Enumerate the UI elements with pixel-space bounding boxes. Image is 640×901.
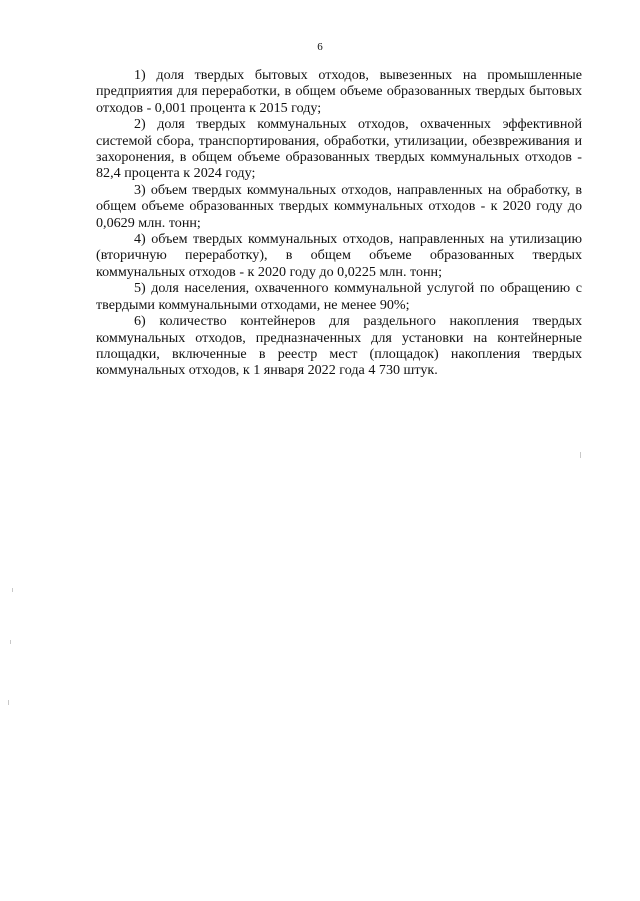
document-body [96, 67, 582, 379]
scan-artifact [10, 640, 11, 644]
list-item-5: 5) доля населения, охваченного коммунальной услугой по обращению с твердыми коммунальными отходами, не менее 90%; [96, 280, 582, 313]
scan-artifact [12, 588, 13, 592]
scan-artifact [580, 452, 581, 458]
list-item-6: 6) количество контейнеров для раздельного накопления твердых коммунальных отходов, предназначенных для установки на контейнерные площадки, включенные в реестр мест (площадок) накопления твердых коммунальных отходов, к 1 января 2022 года 4 730 штук. [96, 313, 582, 379]
page-number: 6 [317, 41, 323, 53]
list-item-3: 3) объем твердых коммунальных отходов, направленных на обработку, в общем объеме образованных твердых коммунальных отходов - к 2020 году до 0,0629 млн. тонн; [96, 181, 582, 231]
list-item-4: 4) объем твердых коммунальных отходов, направленных на утилизацию (вторичную переработку), в общем объеме образованных твердых коммунальных отходов - к 2020 году до 0,0225 млн. тонн; [96, 231, 582, 280]
scan-artifact [8, 700, 9, 705]
list-item-1: 1) доля твердых бытовых отходов, вывезенных на промышленные предприятия для переработки, в общем объеме образованных твердых бытовых отходов - 0,001 процента к 2015 году; [96, 67, 582, 116]
list-item-2: 2) доля твердых коммунальных отходов, охваченных эффективной системой сбора, транспортирования, обработки, утилизации, обезвреживания и захоронения, в общем объеме образованных твердых коммунальных отходов - 82,4 процента к 2024 году; [96, 116, 582, 182]
